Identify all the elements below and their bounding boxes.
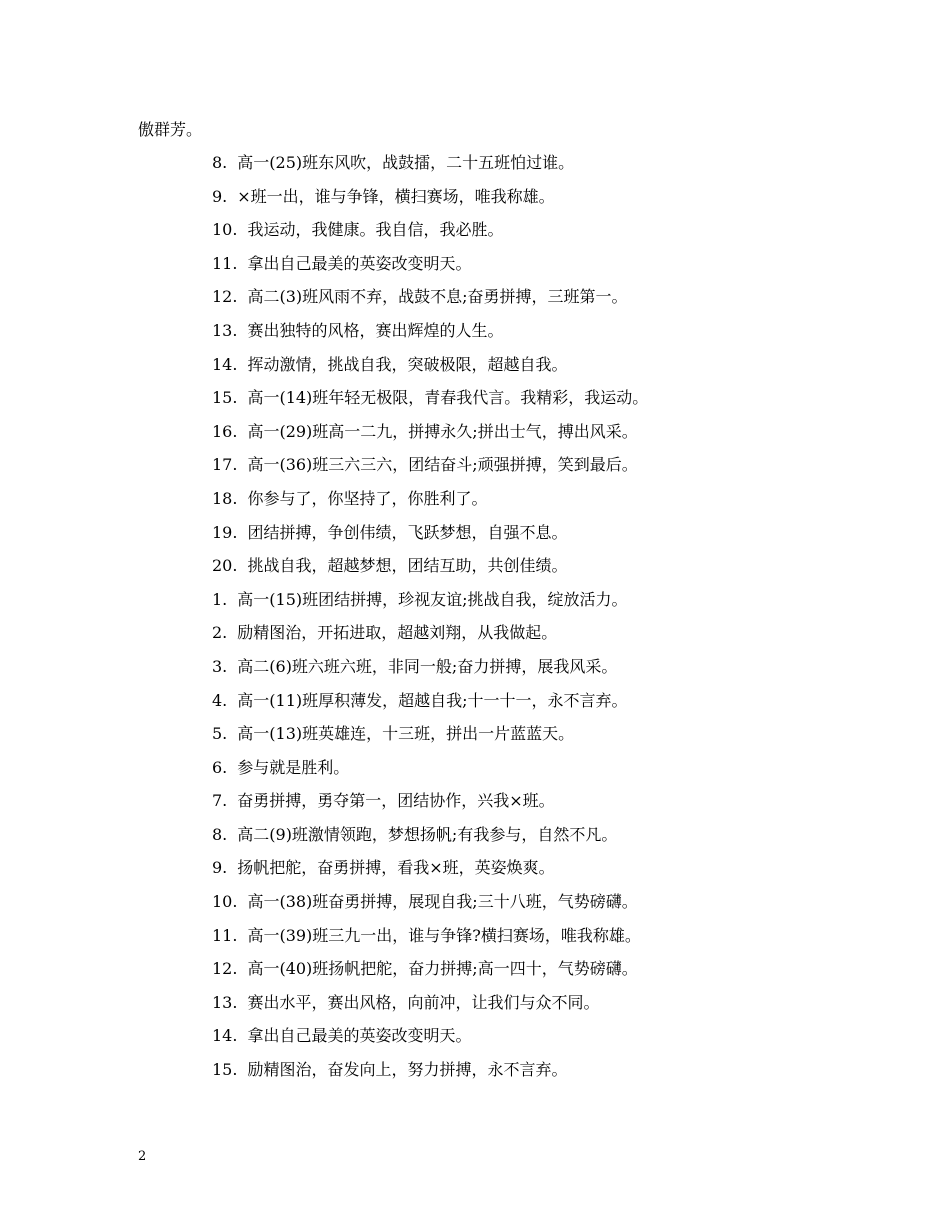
list-item-number: 15.	[212, 388, 238, 408]
list-item-text: 你参与了，你坚持了，你胜利了。	[247, 488, 488, 508]
list-item-number: 8.	[212, 824, 228, 844]
list-item	[212, 453, 648, 487]
list-item	[212, 1024, 648, 1058]
list-item	[212, 689, 648, 723]
list-item	[212, 991, 648, 1025]
continued-text-line: 傲群芳。	[138, 120, 203, 139]
page-number: 2	[138, 1149, 147, 1164]
list-item	[212, 924, 648, 958]
list-item	[212, 789, 648, 823]
list-item-text: 高一(15)班团结拼搏，珍视友谊;挑战自我，绽放活力。	[237, 589, 628, 609]
list-item-text: 励精图治，开拓进取，超越刘翔，从我做起。	[237, 623, 558, 643]
list-item-text: 高一(29)班高一二九，拼搏永久;拼出士气，搏出风采。	[247, 421, 638, 441]
list-item-number: 16.	[212, 421, 238, 441]
list-item	[212, 722, 648, 756]
list-item-number: 13.	[212, 320, 238, 340]
list-item-text: 拿出自己最美的英姿改变明天。	[247, 1026, 472, 1046]
list-item-number: 4.	[212, 690, 228, 710]
list-item-number: 10.	[212, 220, 238, 240]
list-item-text: 我运动，我健康。我自信，我必胜。	[247, 220, 504, 240]
list-item-text: 挥动激情，挑战自我，突破极限，超越自我。	[247, 354, 568, 374]
list-item-text: 赛出水平，赛出风格，向前冲，让我们与众不同。	[247, 992, 600, 1012]
list-item-text: 高一(25)班东风吹，战鼓擂，二十五班怕过谁。	[237, 153, 575, 172]
list-item-number: 9.	[212, 186, 228, 206]
list-item	[212, 487, 648, 521]
list-item	[212, 285, 648, 319]
list-item-text: 高一(14)班年轻无极限，青春我代言。我精彩，我运动。	[247, 388, 649, 408]
list-item	[212, 218, 648, 252]
list-item-number: 8.	[212, 153, 228, 172]
list-item-number: 11.	[212, 925, 238, 945]
list-item-text: 高一(39)班三九一出，谁与争锋?横扫赛场，唯我称雄。	[247, 925, 641, 945]
list-item	[212, 185, 648, 219]
list-item-number: 6.	[212, 757, 228, 777]
list-item	[212, 823, 648, 857]
list-item-number: 5.	[212, 724, 228, 744]
list-item-number: 11.	[212, 253, 238, 273]
list-item-number: 19.	[212, 522, 238, 542]
list-item	[212, 151, 648, 185]
list-item-text: 高二(3)班风雨不弃，战鼓不息;奋勇拼搏，三班第一。	[247, 287, 628, 307]
list-item-number: 14.	[212, 354, 238, 374]
list-item-number: 15.	[212, 1060, 238, 1080]
list-item	[212, 621, 648, 655]
list-item-number: 7.	[212, 791, 228, 811]
list-item-text: 高一(11)班厚积薄发，超越自我;十一十一，永不言弃。	[237, 690, 628, 710]
list-item-text: 高一(36)班三六三六，团结奋斗;顽强拼搏，笑到最后。	[247, 455, 638, 475]
list-item-text: 高二(6)班六班六班，非同一般;奋力拼搏，展我风采。	[237, 656, 618, 676]
list-item-text: 赛出独特的风格，赛出辉煌的人生。	[247, 320, 504, 340]
list-item-number: 10.	[212, 892, 238, 912]
list-item-number: 1.	[212, 589, 228, 609]
list-item-number: 3.	[212, 656, 228, 676]
list-item-number: 20.	[212, 556, 238, 576]
list-item-text: 高一(13)班英雄连，十三班，拼出一片蓝蓝天。	[237, 724, 575, 744]
list-item	[212, 521, 648, 555]
list-item-text: 高二(9)班激情领跑，梦想扬帆;有我参与，自然不凡。	[237, 824, 618, 844]
list-item	[212, 420, 648, 454]
list-item-number: 2.	[212, 623, 228, 643]
list-item-text: ×班一出，谁与争锋，横扫赛场，唯我称雄。	[237, 186, 555, 206]
list-item	[212, 856, 648, 890]
list-item-number: 9.	[212, 858, 228, 878]
list-item-text: 励精图治，奋发向上，努力拼搏，永不言弃。	[247, 1060, 568, 1080]
list-item-number: 13.	[212, 992, 238, 1012]
list-item-number: 12.	[212, 959, 238, 979]
list-item-text: 高一(40)班扬帆把舵，奋力拼搏;高一四十，气势磅礴。	[247, 959, 638, 979]
list-item	[212, 252, 648, 286]
list-item	[212, 756, 648, 790]
list-item-text: 奋勇拼搏，勇夺第一，团结协作，兴我×班。	[237, 791, 555, 811]
list-item-text: 拿出自己最美的英姿改变明天。	[247, 253, 472, 273]
list-item	[212, 890, 648, 924]
list-item	[212, 1058, 648, 1092]
list-item	[212, 957, 648, 991]
list-item	[212, 319, 648, 353]
slogan-list	[212, 151, 648, 1092]
list-item-text: 参与就是胜利。	[237, 757, 350, 777]
list-item	[212, 386, 648, 420]
list-item	[212, 353, 648, 387]
list-item	[212, 554, 648, 588]
list-item-number: 18.	[212, 488, 238, 508]
list-item-text: 团结拼搏，争创伟绩，飞跃梦想，自强不息。	[247, 522, 568, 542]
list-item-text: 扬帆把舵，奋勇拼搏，看我×班，英姿焕爽。	[237, 858, 555, 878]
list-item-number: 17.	[212, 455, 238, 475]
list-item-text: 高一(38)班奋勇拼搏，展现自我;三十八班，气势磅礴。	[247, 892, 638, 912]
list-item-number: 14.	[212, 1026, 238, 1046]
list-item-number: 12.	[212, 287, 238, 307]
list-item	[212, 655, 648, 689]
list-item	[212, 588, 648, 622]
list-item-text: 挑战自我，超越梦想，团结互助，共创佳绩。	[247, 556, 568, 576]
